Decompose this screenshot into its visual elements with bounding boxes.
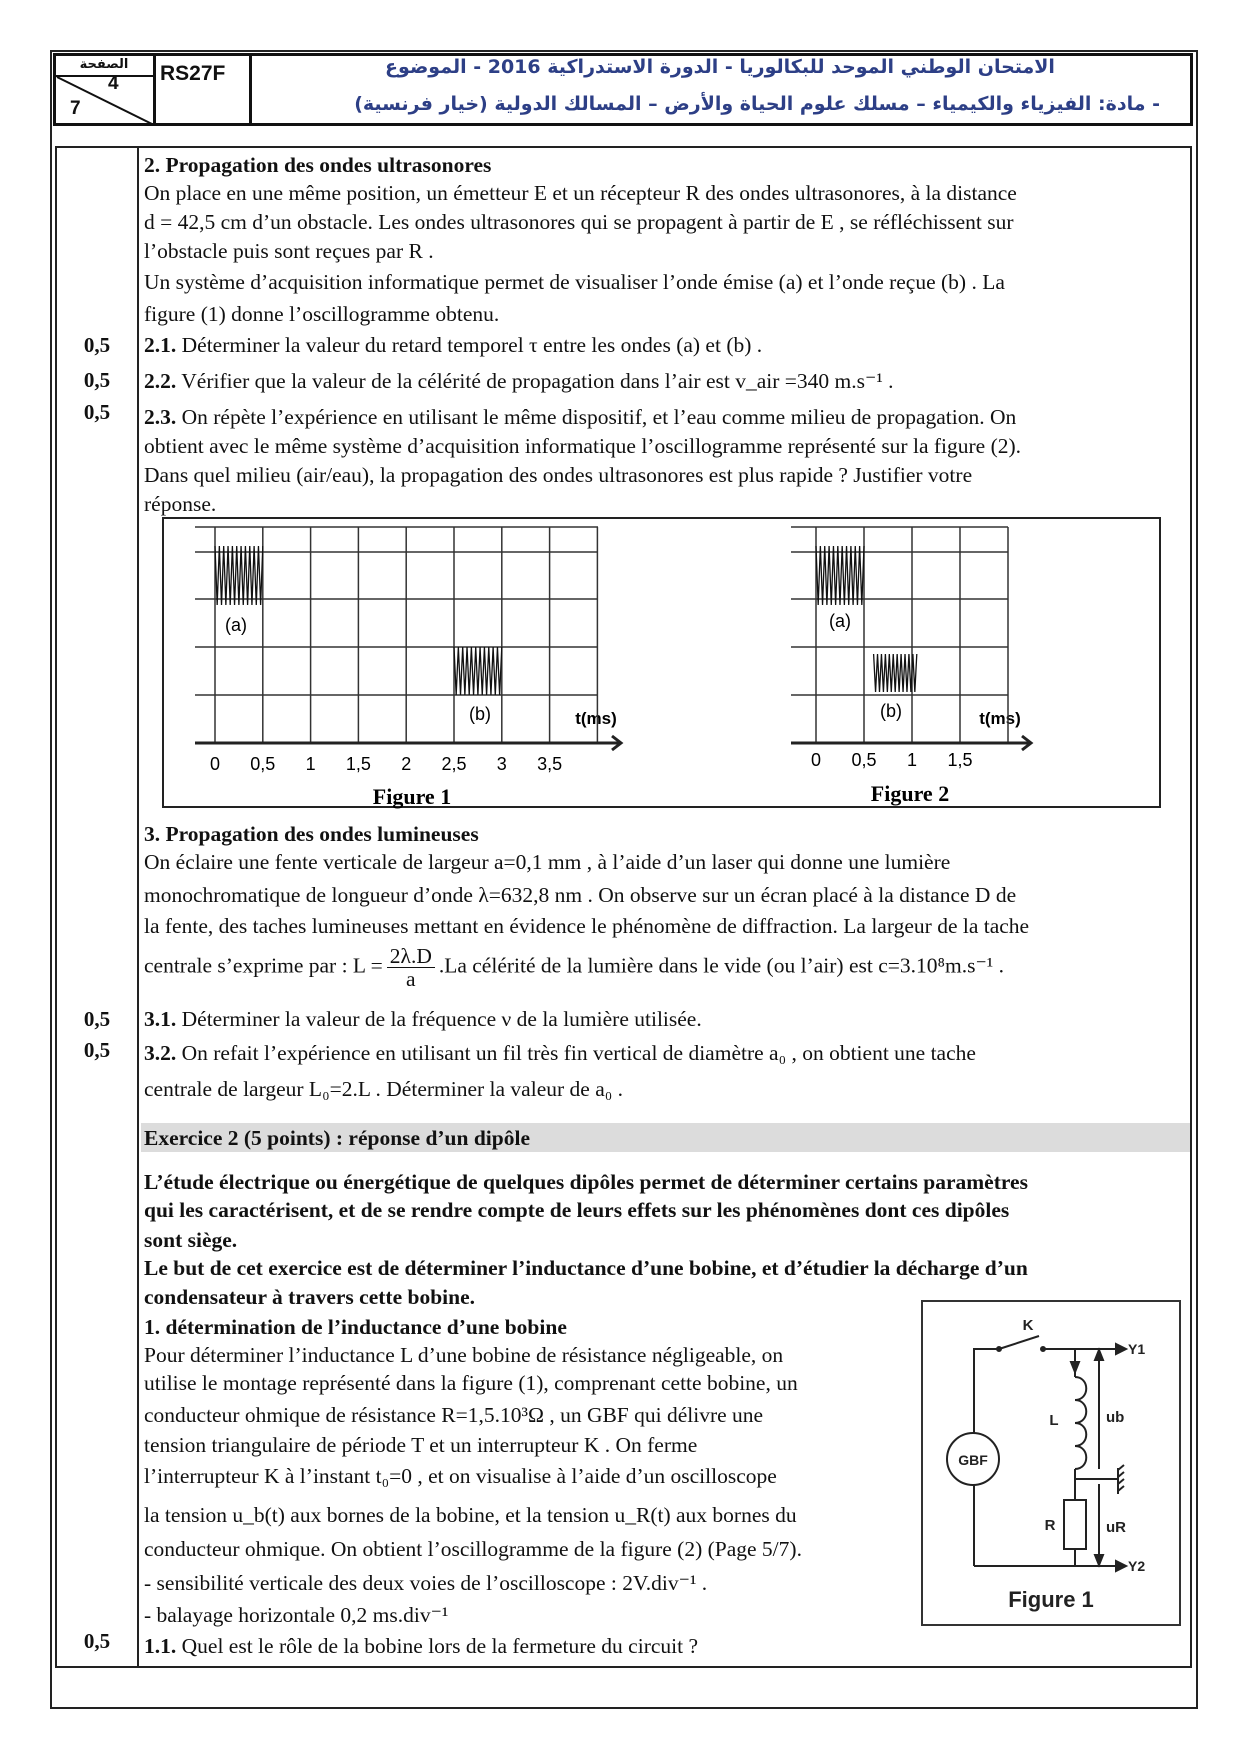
- question-text: Déterminer la valeur du retard temporel τ entre les ondes (a) et (b) .: [181, 333, 763, 357]
- text-line: l’obstacle puis sont reçues par R .: [144, 239, 434, 263]
- question-number: 3.2.: [144, 1041, 177, 1065]
- text-line: conducteur ohmique. On obtient l’oscillogramme de la figure (2) (Page 5/7).: [144, 1537, 802, 1561]
- exercise-2-title: Exercice 2 (5 points) : réponse d’un dipôle: [144, 1126, 531, 1150]
- switch-label: K: [1022, 1317, 1034, 1334]
- header-title-line1: الامتحان الوطني الموحد للبكالوريا - الدورة الاستدراكية 2016 - الموضوع: [385, 56, 1055, 78]
- page-current: 4: [108, 73, 119, 94]
- question-text: Quel est le rôle de la bobine lors de la fermeture du circuit ?: [181, 1634, 699, 1658]
- figure-2-oscillogram: [791, 527, 1031, 806]
- question-number: 2.2.: [144, 369, 177, 393]
- signal-a-label: (a): [829, 611, 851, 631]
- time-tick-label: 0: [209, 754, 221, 774]
- time-tick-label: 0: [810, 750, 822, 770]
- signal-b-burst: [874, 654, 917, 692]
- intro-line: qui les caractérisent, et de se rendre compte de leurs effets sur les phénomènes dont ces dipôles: [144, 1198, 1010, 1222]
- question-text: Vérifier que la valeur de la célérité de propagation dans l’air est v_air =340 m.s⁻¹ .: [181, 369, 894, 393]
- formula-line: [144, 945, 1004, 990]
- page-total: 7: [70, 98, 81, 119]
- time-tick-label: 1: [305, 754, 316, 774]
- intro-line: L’étude électrique ou énergétique de quelques dipôles permet de déterminer certains paramètres: [144, 1170, 1028, 1194]
- text-line: figure (1) donne l’oscillogramme obtenu.: [144, 302, 500, 326]
- score: 0,5: [83, 1629, 111, 1653]
- y2-label: Y2: [1128, 1558, 1146, 1574]
- text-line: utilise le montage représenté dans la figure (1), comprenant cette bobine, un: [144, 1371, 798, 1395]
- page-label: الصفحة: [55, 55, 153, 77]
- question-text: Déterminer la valeur de la fréquence ν de la lumière utilisée.: [181, 1007, 702, 1031]
- formula-suffix: .La célérité de la lumière dans le vide (ou l’air) est c=3.10⁸m.s⁻¹ .: [438, 953, 1004, 978]
- header-title-line2: - مادة: الفيزياء والكيمياء – مسلك علوم الحياة والأرض – المسالك الدولية (خيار فرنسية): [354, 93, 1160, 115]
- signal-b-burst: [454, 647, 502, 695]
- time-tick-label: 0,5: [851, 750, 877, 770]
- text-line: l’interrupteur K à l’instant t₀=0 , et on visualise à l’aide d’un oscilloscope: [144, 1464, 777, 1488]
- formula-numerator: 2λ.D: [387, 945, 435, 968]
- question-text: On répète l’expérience en utilisant le même dispositif, et l’eau comme milieu de propagation. On: [181, 405, 1017, 429]
- question-text: On refait l’expérience en utilisant un fil très fin vertical de diamètre a₀ , on obtient une tache: [181, 1041, 976, 1065]
- text-line: monochromatique de longueur d’onde λ=632,8 nm . On observe sur un écran placé à la distance D de: [144, 883, 1017, 907]
- time-tick-label: 2,5: [441, 754, 467, 774]
- time-tick-label: 2: [401, 754, 412, 774]
- ur-label: uR: [1106, 1519, 1126, 1536]
- section-title: 1. détermination de l’inductance d’une bobine: [144, 1315, 567, 1339]
- signal-a-burst: [215, 546, 263, 605]
- time-axis-label: t(ms): [979, 709, 1021, 728]
- text-line: On éclaire une fente verticale de largeur a=0,1 mm , à l’aide d’un laser qui donne une lumière: [144, 850, 951, 874]
- question-number: 2.1.: [144, 333, 177, 357]
- intro-line: Le but de cet exercice est de déterminer l’inductance d’une bobine, et d’étudier la décharge d’un: [144, 1256, 1028, 1280]
- score: 0,5: [83, 1038, 111, 1062]
- score: 0,5: [83, 1007, 111, 1031]
- time-tick-label: 1,5: [947, 750, 973, 770]
- intro-line: sont siège.: [144, 1228, 238, 1252]
- signal-b-label: (b): [469, 704, 491, 724]
- signal-a-label: (a): [225, 615, 247, 635]
- text-line: réponse.: [144, 492, 217, 516]
- question-3-1: [144, 1006, 702, 1032]
- formula-denominator: a: [406, 967, 416, 991]
- score: 0,5: [83, 400, 111, 424]
- time-tick-label: 0,5: [250, 754, 276, 774]
- figure-1-caption: Figure 1: [372, 784, 452, 809]
- time-tick-label: 3,5: [537, 754, 563, 774]
- text-line: Dans quel milieu (air/eau), la propagation des ondes ultrasonores est plus rapide ? Justifier votre: [144, 463, 973, 487]
- score: 0,5: [83, 333, 111, 357]
- intro-line: condensateur à travers cette bobine.: [144, 1285, 476, 1309]
- exam-code: RS27F: [160, 62, 226, 85]
- circuit-figure-caption: Figure 1: [1008, 1587, 1094, 1612]
- ub-label: ub: [1106, 1409, 1125, 1426]
- time-tick-label: 1,5: [345, 754, 371, 774]
- text-line: la tension u_b(t) aux bornes de la bobine, et la tension u_R(t) aux bornes du: [144, 1503, 797, 1527]
- time-tick-label: 3: [496, 754, 507, 774]
- question-3-2: [144, 1040, 976, 1066]
- text-line: On place en une même position, un émetteur E et un récepteur R des ondes ultrasonores, à la distance: [144, 181, 1017, 205]
- question-number: 3.1.: [144, 1007, 177, 1031]
- generator-label: GBF: [958, 1452, 988, 1468]
- text-line: Pour déterminer l’inductance L d’une bobine de résistance négligeable, on: [144, 1343, 784, 1367]
- figure-1-oscillogram: [195, 527, 621, 809]
- section-title: 2. Propagation des ondes ultrasonores: [144, 153, 492, 177]
- text-line: tension triangulaire de période T et un interrupteur K . On ferme: [144, 1433, 698, 1457]
- inductor-label: L: [1049, 1412, 1059, 1429]
- score: 0,5: [83, 368, 111, 392]
- text-line: centrale de largeur L₀=2.L . Déterminer la valeur de a₀ .: [144, 1077, 623, 1101]
- circuit-figure-box: [921, 1300, 1181, 1626]
- text-line: - balayage horizontale 0,2 ms.div⁻¹: [144, 1603, 449, 1627]
- text-line: d = 42,5 cm d’un obstacle. Les ondes ultrasonores qui se propagent à partir de E , se réfléchissent sur: [144, 210, 1014, 234]
- figure-2-caption: Figure 2: [870, 781, 950, 806]
- signal-b-label: (b): [880, 701, 902, 721]
- text-line: la fente, des taches lumineuses mettant en évidence le phénomène de diffraction. La largeur de la tache: [144, 914, 1030, 938]
- time-axis-label: t(ms): [575, 709, 617, 728]
- question-1-1: [144, 1633, 698, 1659]
- resistor-label: R: [1044, 1517, 1056, 1534]
- y1-label: Y1: [1128, 1341, 1146, 1357]
- text-line: - sensibilité verticale des deux voies de l’oscilloscope : 2V.div⁻¹ .: [144, 1571, 708, 1595]
- formula-prefix: centrale s’exprime par : L =: [144, 953, 383, 978]
- question-number: 1.1.: [144, 1634, 177, 1658]
- text-line: conducteur ohmique de résistance R=1,5.10³Ω , un GBF qui délivre une: [144, 1403, 764, 1427]
- text-line: obtient avec le même système d’acquisition informatique l’oscillogramme représenté sur la figure (2).: [144, 434, 1022, 458]
- question-number: 2.3.: [144, 405, 177, 429]
- section-title: 3. Propagation des ondes lumineuses: [144, 822, 479, 846]
- time-tick-label: 1: [906, 750, 918, 770]
- signal-a-burst: [816, 546, 864, 605]
- text-line: Un système d’acquisition informatique permet de visualiser l’onde émise (a) et l’onde reçue (b) . La: [144, 270, 1005, 294]
- formula-fraction: [387, 945, 435, 990]
